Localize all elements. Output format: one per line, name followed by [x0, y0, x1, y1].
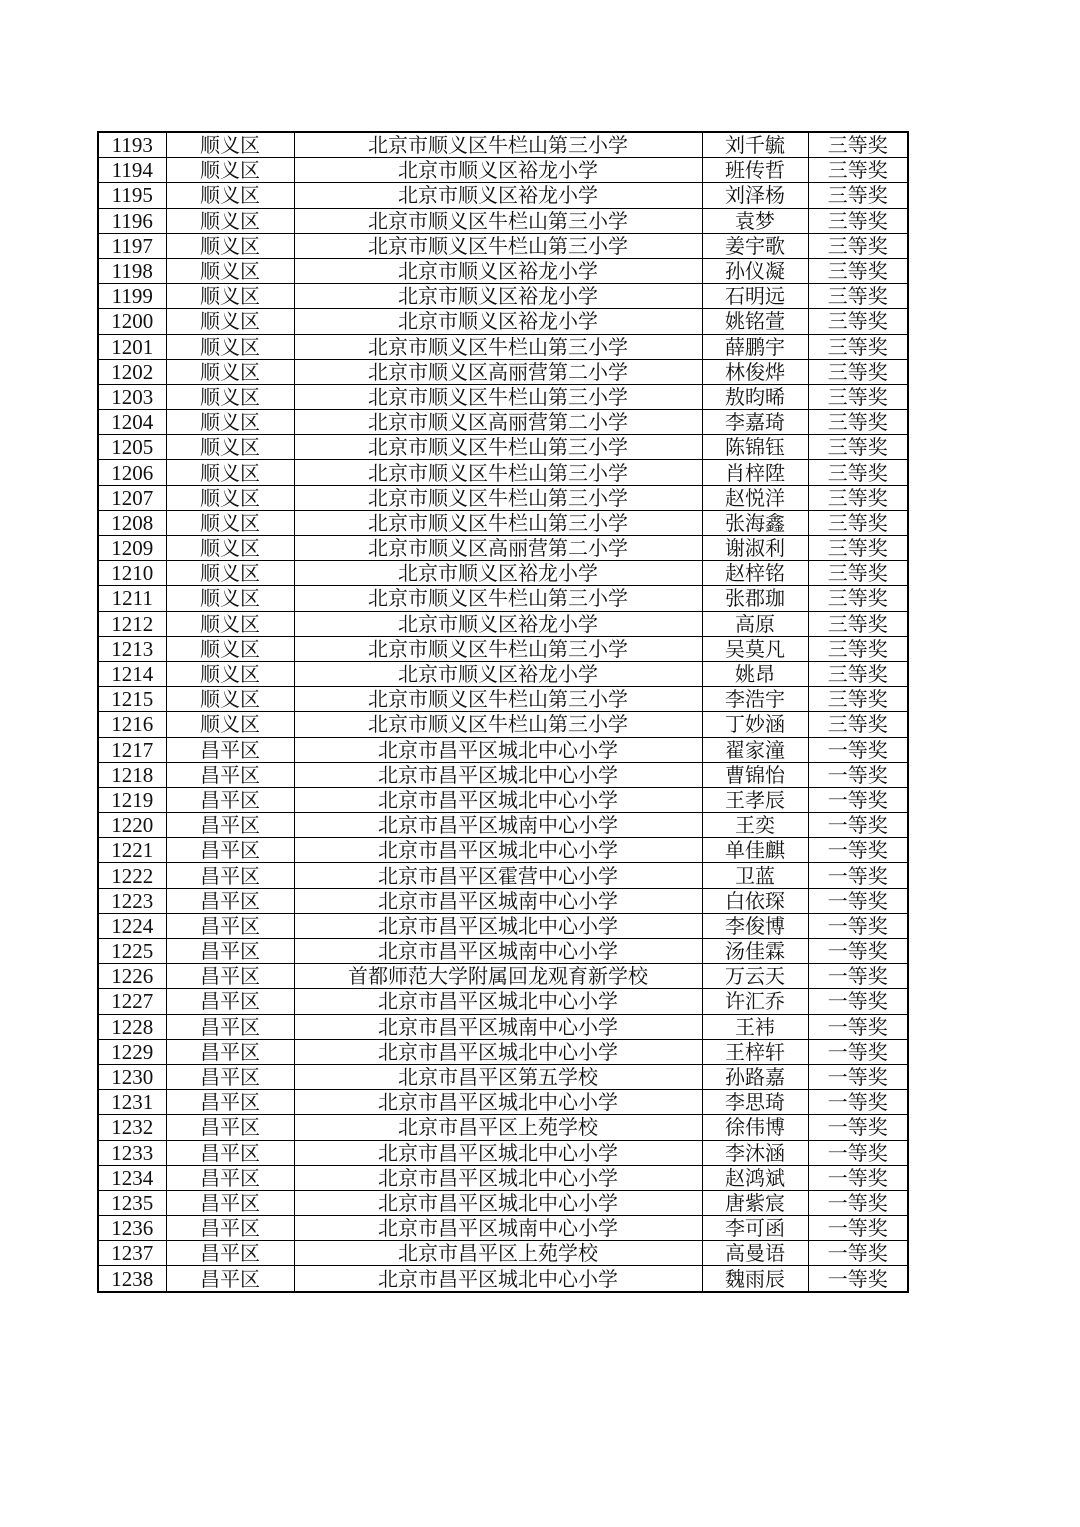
- district-cell: 顺义区: [166, 460, 294, 485]
- school-cell: 北京市昌平区城北中心小学: [294, 737, 702, 762]
- award-level-cell: 三等奖: [808, 636, 908, 661]
- row-number-cell: 1229: [98, 1039, 166, 1064]
- student-name-cell: 李俊博: [702, 913, 808, 938]
- award-level-cell: 一等奖: [808, 1165, 908, 1190]
- school-cell: 北京市顺义区牛栏山第三小学: [294, 334, 702, 359]
- school-cell: 北京市顺义区裕龙小学: [294, 158, 702, 183]
- award-level-cell: 三等奖: [808, 510, 908, 535]
- student-name-cell: 赵梓铭: [702, 561, 808, 586]
- award-level-cell: 一等奖: [808, 787, 908, 812]
- district-cell: 顺义区: [166, 258, 294, 283]
- row-number-cell: 1208: [98, 510, 166, 535]
- row-number-cell: 1231: [98, 1090, 166, 1115]
- table-row: [98, 611, 908, 636]
- student-name-cell: 李沐涵: [702, 1140, 808, 1165]
- row-number-cell: 1227: [98, 989, 166, 1014]
- district-cell: 昌平区: [166, 1216, 294, 1241]
- row-number-cell: 1224: [98, 913, 166, 938]
- student-name-cell: 李思琦: [702, 1090, 808, 1115]
- district-cell: 昌平区: [166, 737, 294, 762]
- school-cell: 北京市顺义区裕龙小学: [294, 661, 702, 686]
- table-row: [98, 510, 908, 535]
- award-level-cell: 三等奖: [808, 536, 908, 561]
- row-number-cell: 1219: [98, 787, 166, 812]
- table-row: [98, 208, 908, 233]
- award-level-cell: 一等奖: [808, 939, 908, 964]
- district-cell: 昌平区: [166, 1039, 294, 1064]
- award-level-cell: 一等奖: [808, 913, 908, 938]
- award-level-cell: 一等奖: [808, 1064, 908, 1089]
- award-level-cell: 一等奖: [808, 737, 908, 762]
- award-level-cell: 三等奖: [808, 384, 908, 409]
- district-cell: 昌平区: [166, 1190, 294, 1215]
- table-row: [98, 661, 908, 686]
- table-row: [98, 485, 908, 510]
- student-name-cell: 徐伟博: [702, 1115, 808, 1140]
- row-number-cell: 1200: [98, 309, 166, 334]
- award-level-cell: 一等奖: [808, 888, 908, 913]
- school-cell: 北京市顺义区牛栏山第三小学: [294, 510, 702, 535]
- district-cell: 顺义区: [166, 359, 294, 384]
- award-level-cell: 三等奖: [808, 687, 908, 712]
- row-number-cell: 1225: [98, 939, 166, 964]
- student-name-cell: 李嘉琦: [702, 410, 808, 435]
- row-number-cell: 1221: [98, 838, 166, 863]
- award-level-cell: 一等奖: [808, 1039, 908, 1064]
- school-cell: 北京市昌平区上苑学校: [294, 1241, 702, 1266]
- district-cell: 顺义区: [166, 183, 294, 208]
- row-number-cell: 1218: [98, 762, 166, 787]
- student-name-cell: 高曼语: [702, 1241, 808, 1266]
- award-level-cell: 三等奖: [808, 586, 908, 611]
- award-level-cell: 一等奖: [808, 1241, 908, 1266]
- row-number-cell: 1216: [98, 712, 166, 737]
- award-level-cell: 三等奖: [808, 183, 908, 208]
- student-name-cell: 王孝辰: [702, 787, 808, 812]
- district-cell: 顺义区: [166, 384, 294, 409]
- award-level-cell: 三等奖: [808, 712, 908, 737]
- student-name-cell: 白依琛: [702, 888, 808, 913]
- district-cell: 昌平区: [166, 863, 294, 888]
- row-number-cell: 1197: [98, 233, 166, 258]
- award-level-cell: 一等奖: [808, 1014, 908, 1039]
- table-row: [98, 410, 908, 435]
- row-number-cell: 1223: [98, 888, 166, 913]
- table-row: [98, 460, 908, 485]
- row-number-cell: 1213: [98, 636, 166, 661]
- student-name-cell: 唐紫宸: [702, 1190, 808, 1215]
- table-row: [98, 964, 908, 989]
- district-cell: 昌平区: [166, 888, 294, 913]
- row-number-cell: 1204: [98, 410, 166, 435]
- table-row: [98, 1190, 908, 1215]
- table-row: [98, 586, 908, 611]
- table-row: [98, 1064, 908, 1089]
- table-row: [98, 712, 908, 737]
- district-cell: 昌平区: [166, 1165, 294, 1190]
- district-cell: 昌平区: [166, 762, 294, 787]
- district-cell: 顺义区: [166, 132, 294, 158]
- district-cell: 昌平区: [166, 913, 294, 938]
- district-cell: 顺义区: [166, 208, 294, 233]
- district-cell: 昌平区: [166, 838, 294, 863]
- award-level-cell: 三等奖: [808, 435, 908, 460]
- table-row: [98, 762, 908, 787]
- school-cell: 北京市顺义区牛栏山第三小学: [294, 384, 702, 409]
- student-name-cell: 刘泽杨: [702, 183, 808, 208]
- award-level-cell: 三等奖: [808, 611, 908, 636]
- district-cell: 顺义区: [166, 435, 294, 460]
- school-cell: 北京市顺义区裕龙小学: [294, 611, 702, 636]
- student-name-cell: 吴莫凡: [702, 636, 808, 661]
- school-cell: 北京市顺义区高丽营第二小学: [294, 359, 702, 384]
- school-cell: 北京市顺义区牛栏山第三小学: [294, 233, 702, 258]
- table-row: [98, 888, 908, 913]
- student-name-cell: 魏雨辰: [702, 1266, 808, 1292]
- table-row: [98, 183, 908, 208]
- row-number-cell: 1205: [98, 435, 166, 460]
- row-number-cell: 1235: [98, 1190, 166, 1215]
- row-number-cell: 1237: [98, 1241, 166, 1266]
- district-cell: 顺义区: [166, 410, 294, 435]
- student-name-cell: 汤佳霖: [702, 939, 808, 964]
- award-level-cell: 一等奖: [808, 863, 908, 888]
- row-number-cell: 1206: [98, 460, 166, 485]
- district-cell: 昌平区: [166, 813, 294, 838]
- student-name-cell: 高原: [702, 611, 808, 636]
- school-cell: 北京市顺义区裕龙小学: [294, 183, 702, 208]
- row-number-cell: 1211: [98, 586, 166, 611]
- district-cell: 顺义区: [166, 158, 294, 183]
- student-name-cell: 张郡珈: [702, 586, 808, 611]
- row-number-cell: 1193: [98, 132, 166, 158]
- row-number-cell: 1233: [98, 1140, 166, 1165]
- district-cell: 昌平区: [166, 964, 294, 989]
- school-cell: 北京市昌平区城北中心小学: [294, 1140, 702, 1165]
- row-number-cell: 1222: [98, 863, 166, 888]
- award-level-cell: 一等奖: [808, 1115, 908, 1140]
- award-level-cell: 一等奖: [808, 1216, 908, 1241]
- table-row: [98, 1165, 908, 1190]
- student-name-cell: 翟家潼: [702, 737, 808, 762]
- table-row: [98, 1216, 908, 1241]
- student-name-cell: 丁妙涵: [702, 712, 808, 737]
- district-cell: 顺义区: [166, 636, 294, 661]
- school-cell: 北京市顺义区裕龙小学: [294, 284, 702, 309]
- student-name-cell: 卫蓝: [702, 863, 808, 888]
- row-number-cell: 1202: [98, 359, 166, 384]
- table-row: [98, 309, 908, 334]
- student-name-cell: 李可函: [702, 1216, 808, 1241]
- district-cell: 昌平区: [166, 1266, 294, 1292]
- student-name-cell: 姚铭萱: [702, 309, 808, 334]
- row-number-cell: 1195: [98, 183, 166, 208]
- school-cell: 首都师范大学附属回龙观育新学校: [294, 964, 702, 989]
- row-number-cell: 1199: [98, 284, 166, 309]
- district-cell: 昌平区: [166, 989, 294, 1014]
- table-row: [98, 1115, 908, 1140]
- table-row: [98, 863, 908, 888]
- school-cell: 北京市顺义区牛栏山第三小学: [294, 687, 702, 712]
- student-name-cell: 袁梦: [702, 208, 808, 233]
- district-cell: 顺义区: [166, 334, 294, 359]
- row-number-cell: 1238: [98, 1266, 166, 1292]
- table-row: [98, 233, 908, 258]
- school-cell: 北京市昌平区城南中心小学: [294, 1216, 702, 1241]
- district-cell: 昌平区: [166, 1241, 294, 1266]
- district-cell: 昌平区: [166, 1064, 294, 1089]
- table-row: [98, 636, 908, 661]
- award-level-cell: 一等奖: [808, 1190, 908, 1215]
- district-cell: 顺义区: [166, 687, 294, 712]
- district-cell: 顺义区: [166, 485, 294, 510]
- award-level-cell: 一等奖: [808, 989, 908, 1014]
- district-cell: 昌平区: [166, 1115, 294, 1140]
- student-name-cell: 曹锦怡: [702, 762, 808, 787]
- table-row: [98, 158, 908, 183]
- school-cell: 北京市顺义区高丽营第二小学: [294, 536, 702, 561]
- district-cell: 昌平区: [166, 787, 294, 812]
- school-cell: 北京市顺义区高丽营第二小学: [294, 410, 702, 435]
- student-name-cell: 陈锦钰: [702, 435, 808, 460]
- student-name-cell: 单佳麒: [702, 838, 808, 863]
- district-cell: 顺义区: [166, 284, 294, 309]
- award-level-cell: 三等奖: [808, 460, 908, 485]
- award-level-cell: 三等奖: [808, 258, 908, 283]
- school-cell: 北京市昌平区城南中心小学: [294, 888, 702, 913]
- row-number-cell: 1226: [98, 964, 166, 989]
- school-cell: 北京市顺义区牛栏山第三小学: [294, 485, 702, 510]
- award-level-cell: 一等奖: [808, 838, 908, 863]
- table-row: [98, 258, 908, 283]
- district-cell: 昌平区: [166, 1090, 294, 1115]
- school-cell: 北京市昌平区城北中心小学: [294, 1266, 702, 1292]
- award-level-cell: 三等奖: [808, 158, 908, 183]
- row-number-cell: 1198: [98, 258, 166, 283]
- school-cell: 北京市顺义区裕龙小学: [294, 561, 702, 586]
- district-cell: 顺义区: [166, 233, 294, 258]
- school-cell: 北京市昌平区城南中心小学: [294, 939, 702, 964]
- school-cell: 北京市昌平区霍营中心小学: [294, 863, 702, 888]
- table-row: [98, 1090, 908, 1115]
- school-cell: 北京市昌平区城北中心小学: [294, 1190, 702, 1215]
- school-cell: 北京市昌平区城北中心小学: [294, 1039, 702, 1064]
- award-level-cell: 三等奖: [808, 132, 908, 158]
- row-number-cell: 1234: [98, 1165, 166, 1190]
- award-level-cell: 一等奖: [808, 1140, 908, 1165]
- table-row: [98, 384, 908, 409]
- school-cell: 北京市昌平区第五学校: [294, 1064, 702, 1089]
- table-row: [98, 359, 908, 384]
- student-name-cell: 肖梓陞: [702, 460, 808, 485]
- school-cell: 北京市昌平区城南中心小学: [294, 1014, 702, 1039]
- award-level-cell: 一等奖: [808, 762, 908, 787]
- student-name-cell: 李浩宇: [702, 687, 808, 712]
- table-row: [98, 989, 908, 1014]
- table-row: [98, 787, 908, 812]
- student-name-cell: 石明远: [702, 284, 808, 309]
- row-number-cell: 1236: [98, 1216, 166, 1241]
- row-number-cell: 1212: [98, 611, 166, 636]
- district-cell: 顺义区: [166, 510, 294, 535]
- district-cell: 顺义区: [166, 611, 294, 636]
- award-list-body: [98, 132, 908, 1292]
- award-level-cell: 三等奖: [808, 485, 908, 510]
- table-row: [98, 435, 908, 460]
- table-row: [98, 334, 908, 359]
- award-level-cell: 一等奖: [808, 1266, 908, 1292]
- school-cell: 北京市昌平区城北中心小学: [294, 762, 702, 787]
- table-row: [98, 1140, 908, 1165]
- row-number-cell: 1209: [98, 536, 166, 561]
- table-row: [98, 1241, 908, 1266]
- award-level-cell: 三等奖: [808, 284, 908, 309]
- student-name-cell: 敖昀晞: [702, 384, 808, 409]
- row-number-cell: 1228: [98, 1014, 166, 1039]
- student-name-cell: 王梓轩: [702, 1039, 808, 1064]
- school-cell: 北京市顺义区牛栏山第三小学: [294, 712, 702, 737]
- school-cell: 北京市昌平区城南中心小学: [294, 813, 702, 838]
- student-name-cell: 薛鹏宇: [702, 334, 808, 359]
- district-cell: 昌平区: [166, 1140, 294, 1165]
- row-number-cell: 1207: [98, 485, 166, 510]
- student-name-cell: 谢淑利: [702, 536, 808, 561]
- table-row: [98, 132, 908, 158]
- school-cell: 北京市昌平区城北中心小学: [294, 1165, 702, 1190]
- school-cell: 北京市昌平区城北中心小学: [294, 787, 702, 812]
- student-name-cell: 姜宇歌: [702, 233, 808, 258]
- award-level-cell: 一等奖: [808, 1090, 908, 1115]
- award-level-cell: 三等奖: [808, 561, 908, 586]
- row-number-cell: 1201: [98, 334, 166, 359]
- district-cell: 顺义区: [166, 536, 294, 561]
- row-number-cell: 1210: [98, 561, 166, 586]
- row-number-cell: 1232: [98, 1115, 166, 1140]
- row-number-cell: 1203: [98, 384, 166, 409]
- table-row: [98, 737, 908, 762]
- table-row: [98, 561, 908, 586]
- row-number-cell: 1214: [98, 661, 166, 686]
- district-cell: 顺义区: [166, 561, 294, 586]
- table-row: [98, 813, 908, 838]
- award-level-cell: 三等奖: [808, 410, 908, 435]
- district-cell: 顺义区: [166, 309, 294, 334]
- award-level-cell: 三等奖: [808, 208, 908, 233]
- row-number-cell: 1215: [98, 687, 166, 712]
- student-name-cell: 许汇乔: [702, 989, 808, 1014]
- award-level-cell: 一等奖: [808, 964, 908, 989]
- table-row: [98, 284, 908, 309]
- student-name-cell: 姚昂: [702, 661, 808, 686]
- school-cell: 北京市顺义区牛栏山第三小学: [294, 132, 702, 158]
- student-name-cell: 万云天: [702, 964, 808, 989]
- school-cell: 北京市顺义区牛栏山第三小学: [294, 435, 702, 460]
- table-row: [98, 1039, 908, 1064]
- award-level-cell: 一等奖: [808, 813, 908, 838]
- row-number-cell: 1194: [98, 158, 166, 183]
- school-cell: 北京市顺义区裕龙小学: [294, 309, 702, 334]
- table-row: [98, 838, 908, 863]
- row-number-cell: 1230: [98, 1064, 166, 1089]
- award-list-table: [97, 131, 909, 1293]
- school-cell: 北京市顺义区牛栏山第三小学: [294, 586, 702, 611]
- award-level-cell: 三等奖: [808, 334, 908, 359]
- table-row: [98, 939, 908, 964]
- award-level-cell: 三等奖: [808, 309, 908, 334]
- school-cell: 北京市顺义区牛栏山第三小学: [294, 636, 702, 661]
- district-cell: 顺义区: [166, 586, 294, 611]
- school-cell: 北京市昌平区城北中心小学: [294, 913, 702, 938]
- student-name-cell: 班传哲: [702, 158, 808, 183]
- student-name-cell: 赵鸿斌: [702, 1165, 808, 1190]
- student-name-cell: 赵悦洋: [702, 485, 808, 510]
- school-cell: 北京市昌平区上苑学校: [294, 1115, 702, 1140]
- table-row: [98, 1014, 908, 1039]
- table-row: [98, 1266, 908, 1292]
- district-cell: 顺义区: [166, 661, 294, 686]
- school-cell: 北京市顺义区裕龙小学: [294, 258, 702, 283]
- student-name-cell: 王袆: [702, 1014, 808, 1039]
- school-cell: 北京市昌平区城北中心小学: [294, 838, 702, 863]
- school-cell: 北京市昌平区城北中心小学: [294, 1090, 702, 1115]
- student-name-cell: 王奕: [702, 813, 808, 838]
- row-number-cell: 1220: [98, 813, 166, 838]
- table-row: [98, 687, 908, 712]
- row-number-cell: 1217: [98, 737, 166, 762]
- table-row: [98, 536, 908, 561]
- district-cell: 顺义区: [166, 712, 294, 737]
- student-name-cell: 孙路嘉: [702, 1064, 808, 1089]
- district-cell: 昌平区: [166, 939, 294, 964]
- student-name-cell: 孙仪凝: [702, 258, 808, 283]
- row-number-cell: 1196: [98, 208, 166, 233]
- award-level-cell: 三等奖: [808, 359, 908, 384]
- student-name-cell: 张海鑫: [702, 510, 808, 535]
- student-name-cell: 林俊烨: [702, 359, 808, 384]
- table-row: [98, 913, 908, 938]
- award-level-cell: 三等奖: [808, 233, 908, 258]
- school-cell: 北京市顺义区牛栏山第三小学: [294, 460, 702, 485]
- student-name-cell: 刘千毓: [702, 132, 808, 158]
- school-cell: 北京市顺义区牛栏山第三小学: [294, 208, 702, 233]
- district-cell: 昌平区: [166, 1014, 294, 1039]
- school-cell: 北京市昌平区城北中心小学: [294, 989, 702, 1014]
- award-level-cell: 三等奖: [808, 661, 908, 686]
